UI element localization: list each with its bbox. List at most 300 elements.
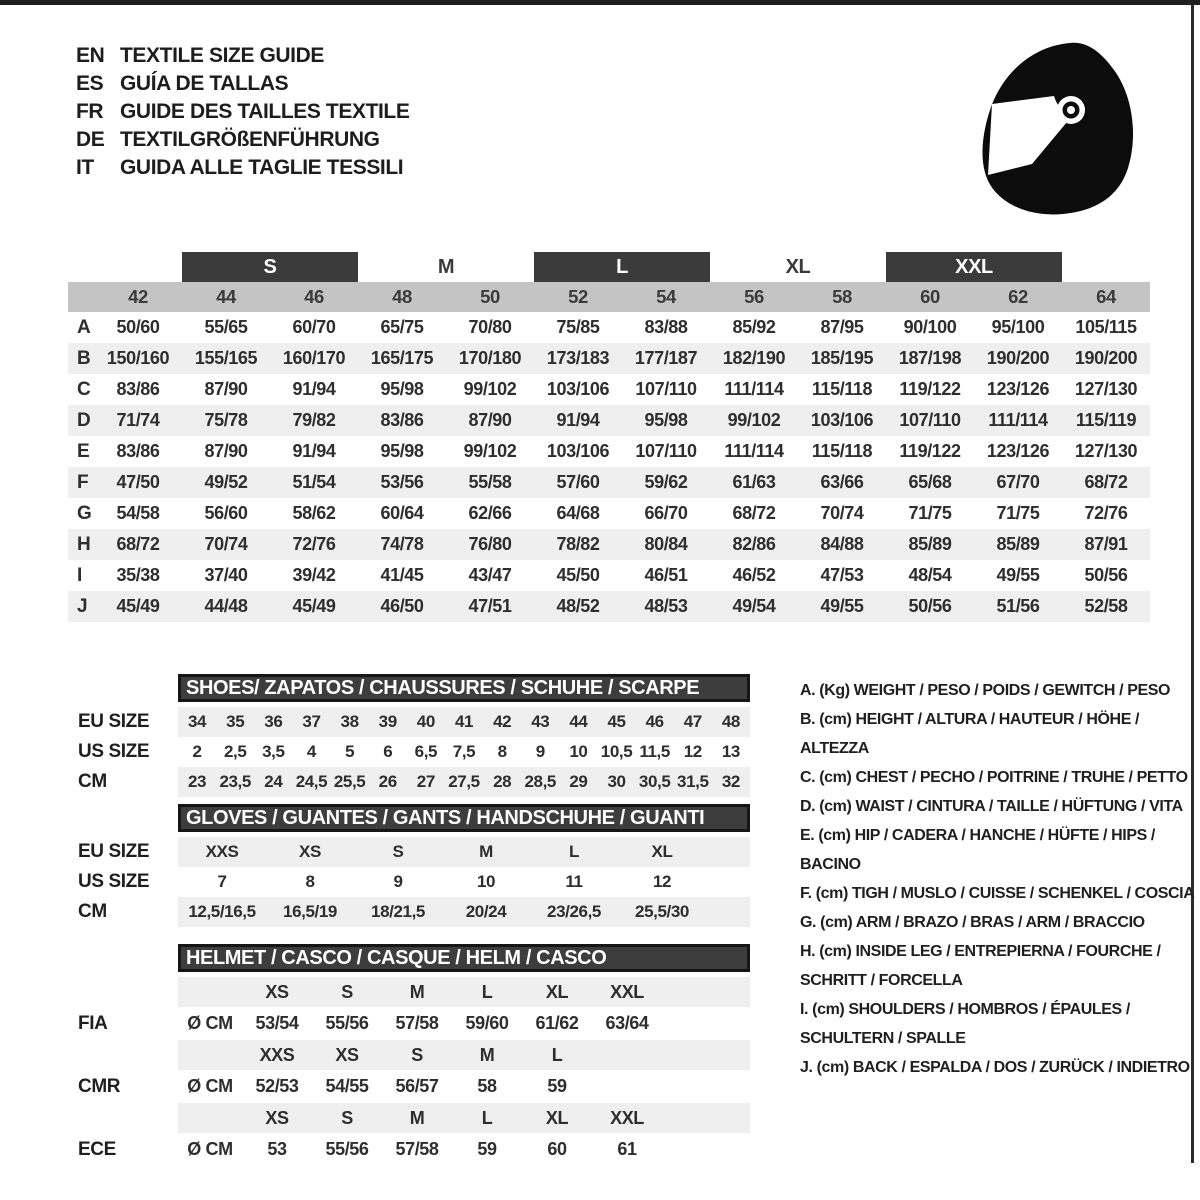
language-title-block xyxy=(76,42,409,182)
scale-label xyxy=(68,977,178,1007)
size-value: 49/54 xyxy=(732,596,776,616)
measure-row-label: D xyxy=(77,409,91,431)
shoes-values xyxy=(178,707,750,737)
size-value: 11,5 xyxy=(639,742,670,761)
helmet-values xyxy=(178,1007,750,1040)
size-value: 85/89 xyxy=(996,534,1040,554)
size-value: 18/21,5 xyxy=(371,902,425,921)
size-value: 72/76 xyxy=(292,534,336,554)
scale-label: US SIZE xyxy=(78,741,150,762)
size-value: 30 xyxy=(607,772,626,791)
standard-label: ECE xyxy=(78,1138,116,1160)
size-value: 57/58 xyxy=(395,1013,439,1033)
size-value: 20/24 xyxy=(465,902,507,921)
helmet-value-row xyxy=(68,1133,760,1166)
size-value: 59 xyxy=(477,1139,497,1159)
size-value: 111/114 xyxy=(988,410,1048,430)
size-value: L xyxy=(569,842,579,861)
helmet-size: L xyxy=(551,1044,563,1065)
helmet-size: L xyxy=(481,1107,493,1128)
size-value: 23 xyxy=(188,772,207,791)
size-value: 58 xyxy=(477,1076,497,1096)
legend-entry: A. (Kg) WEIGHT / PESO / POIDS / GEWITCH / PESO xyxy=(800,682,1171,699)
measure-row-label: J xyxy=(77,595,88,617)
size-value: 46/52 xyxy=(732,565,776,585)
size-value: 25,5 xyxy=(333,772,366,791)
size-value: 9 xyxy=(535,742,545,761)
size-value: 58/62 xyxy=(292,503,336,523)
size-value: 55/65 xyxy=(204,317,248,337)
gloves-row xyxy=(68,867,760,897)
size-value: 41 xyxy=(454,712,474,731)
size-table-row xyxy=(68,498,1150,529)
size-value: 56/60 xyxy=(204,503,248,523)
size-value: 61 xyxy=(617,1139,637,1159)
size-value: 49/52 xyxy=(204,472,248,492)
language-row xyxy=(76,98,409,126)
helmet-size: M xyxy=(479,1044,495,1065)
size-value: 49/55 xyxy=(820,596,864,616)
legend-entry: J. (cm) BACK / ESPALDA / DOS / ZURÜCK / INDIETRO xyxy=(800,1059,1190,1076)
size-value: 170/180 xyxy=(458,348,522,368)
size-value: 2 xyxy=(192,742,202,761)
size-value: 87/90 xyxy=(468,410,512,430)
size-value: 50/56 xyxy=(908,596,952,616)
size-value: 60/70 xyxy=(292,317,336,337)
scale-label: CM xyxy=(78,901,107,922)
size-value: 95/98 xyxy=(644,410,688,430)
size-value: 84/88 xyxy=(820,534,864,554)
helmet-size: XL xyxy=(545,981,569,1002)
size-value: 115/118 xyxy=(811,441,873,461)
size-value: 111/114 xyxy=(724,441,784,461)
standard-label: CMR xyxy=(78,1075,121,1097)
size-value: 23,5 xyxy=(219,772,251,791)
size-value: 12 xyxy=(652,872,672,891)
legend-entry: E. (cm) HIP / CADERA / HANCHE / HÜFTE / HIPS / BACINO xyxy=(800,827,1155,873)
size-value: 24,5 xyxy=(295,772,328,791)
unit-label: Ø CM xyxy=(187,1013,233,1033)
size-column-number: 42 xyxy=(128,286,148,307)
size-value: 99/102 xyxy=(727,410,781,430)
size-value: 173/183 xyxy=(546,348,610,368)
size-value: XXS xyxy=(205,842,239,861)
size-value: 36 xyxy=(264,712,283,731)
size-value: 11 xyxy=(565,872,583,891)
language-title: GUÍA DE TALLAS xyxy=(120,72,289,95)
size-value: 45/50 xyxy=(556,565,600,585)
size-value: 12,5/16,5 xyxy=(188,902,256,921)
size-column-number: 58 xyxy=(832,286,852,307)
size-value: 44 xyxy=(569,712,588,731)
helmet-size: M xyxy=(409,1107,425,1128)
size-number-band xyxy=(68,282,1150,312)
size-value: 6,5 xyxy=(414,742,438,761)
size-value: 91/94 xyxy=(292,379,336,399)
size-table-row xyxy=(68,560,1150,591)
size-table-row xyxy=(68,374,1150,405)
size-value: XL xyxy=(651,842,673,861)
size-value: 52/53 xyxy=(255,1076,299,1096)
size-value: 46/50 xyxy=(380,596,424,616)
size-value: 74/78 xyxy=(380,534,424,554)
size-value: 2,5 xyxy=(223,742,247,761)
size-value: 44/48 xyxy=(204,596,248,616)
helmet-size-row xyxy=(68,1040,760,1070)
legend-entry: I. (cm) SHOULDERS / HOMBROS / ÉPAULES / SCHULTERN / SPALLE xyxy=(800,1001,1130,1047)
legend-entry: F. (cm) TIGH / MUSLO / CUISSE / SCHENKEL / COSCIA xyxy=(800,885,1195,902)
legend-entry: H. (cm) INSIDE LEG / ENTREPIERNA / FOURCHE / SCHRITT / FORCELLA xyxy=(800,943,1161,989)
size-value: 13 xyxy=(721,742,740,761)
size-value: 71/75 xyxy=(996,503,1040,523)
scale-label xyxy=(68,1103,178,1133)
size-value: 67/70 xyxy=(996,472,1040,492)
size-value: 54/55 xyxy=(325,1076,369,1096)
helmet-size: XXL xyxy=(610,981,644,1002)
size-value: 103/106 xyxy=(546,441,610,461)
gloves-row xyxy=(68,897,760,927)
language-code: IT xyxy=(76,156,94,179)
size-value: 62/66 xyxy=(468,503,512,523)
size-value: 9 xyxy=(393,872,403,891)
size-value: S xyxy=(392,842,404,861)
size-value: 43/47 xyxy=(468,565,512,585)
size-value: 70/74 xyxy=(204,534,248,554)
size-value: 57/58 xyxy=(395,1139,439,1159)
size-value: 177/187 xyxy=(634,348,698,368)
language-title: TEXTILE SIZE GUIDE xyxy=(120,44,324,67)
language-title: TEXTILGRÖßENFÜHRUNG xyxy=(120,128,380,151)
size-value: 54/58 xyxy=(116,503,160,523)
size-value: 90/100 xyxy=(903,317,957,337)
shoes-row xyxy=(68,707,760,737)
size-table-row xyxy=(68,467,1150,498)
size-value: 105/115 xyxy=(1075,317,1137,337)
language-row xyxy=(76,154,409,182)
size-value: 39/42 xyxy=(292,565,336,585)
size-group-m: M xyxy=(437,255,455,278)
size-value: 28,5 xyxy=(524,772,556,791)
helmet-size-table xyxy=(68,944,760,1166)
size-column-number: 44 xyxy=(216,286,236,307)
size-table-body xyxy=(68,312,1150,622)
size-value: 65/68 xyxy=(908,472,952,492)
language-code: DE xyxy=(76,128,105,151)
size-group-xl: XL xyxy=(785,255,811,278)
size-value: 87/90 xyxy=(204,441,248,461)
size-value: 78/82 xyxy=(556,534,600,554)
size-value: 41/45 xyxy=(380,565,424,585)
size-value: 70/80 xyxy=(468,317,512,337)
gloves-values xyxy=(178,837,750,867)
measure-row-label: B xyxy=(77,347,91,369)
helmet-size: XXL xyxy=(610,1107,644,1128)
size-value: 107/110 xyxy=(635,379,697,399)
size-value: 49/55 xyxy=(996,565,1040,585)
size-table-row xyxy=(68,312,1150,343)
size-value: 70/74 xyxy=(820,503,864,523)
scale-label: EU SIZE xyxy=(78,841,150,862)
size-value: 48 xyxy=(721,712,740,731)
size-value: 75/85 xyxy=(556,317,600,337)
size-value: 155/165 xyxy=(194,348,258,368)
size-group-s: S xyxy=(182,252,358,282)
size-value: 72/76 xyxy=(1084,503,1128,523)
size-value: 160/170 xyxy=(282,348,346,368)
size-value: 91/94 xyxy=(292,441,336,461)
helmet-size: S xyxy=(411,1044,423,1065)
size-value: 27,5 xyxy=(448,772,480,791)
gloves-values xyxy=(178,897,750,927)
helmet-sizes xyxy=(178,977,750,1007)
helmet-sizes xyxy=(178,1103,750,1133)
size-value: 25,5/30 xyxy=(635,902,689,921)
size-table-row xyxy=(68,591,1150,622)
size-value: 45 xyxy=(607,712,626,731)
size-value: 61/63 xyxy=(732,472,776,492)
size-value: 95/98 xyxy=(380,441,424,461)
gloves-size-table xyxy=(68,804,760,927)
size-value: 123/126 xyxy=(986,379,1050,399)
size-value: 87/91 xyxy=(1084,534,1128,554)
size-value: 190/200 xyxy=(1074,348,1138,368)
scale-label: CM xyxy=(78,771,107,792)
size-value: 7 xyxy=(217,872,227,891)
size-value: 115/119 xyxy=(1075,410,1137,430)
size-value: 10 xyxy=(569,742,588,761)
language-code: ES xyxy=(76,72,104,95)
helmet-size: XS xyxy=(335,1044,359,1065)
size-group-row xyxy=(68,252,1150,282)
helmet-size: M xyxy=(409,981,425,1002)
helmet-value-row xyxy=(68,1007,760,1040)
size-value: 27 xyxy=(416,772,435,791)
helmet-sizes xyxy=(178,1040,750,1070)
size-value: 48/54 xyxy=(908,565,952,585)
legend-entry: B. (cm) HEIGHT / ALTURA / HAUTEUR / HÖHE / ALTEZZA xyxy=(800,711,1140,757)
size-column-number: 50 xyxy=(480,286,500,307)
size-value: 55/58 xyxy=(468,472,512,492)
size-value: 123/126 xyxy=(986,441,1050,461)
size-column-number: 60 xyxy=(920,286,940,307)
size-table-row xyxy=(68,529,1150,560)
size-value: 60 xyxy=(547,1139,567,1159)
language-title: GUIDE DES TAILLES TEXTILE xyxy=(120,100,410,123)
size-value: 185/195 xyxy=(810,348,874,368)
helmet-table-body xyxy=(68,977,760,1166)
size-value: 53/56 xyxy=(380,472,424,492)
legend-entry: G. (cm) ARM / BRAZO / BRAS / ARM / BRACCIO xyxy=(800,914,1145,931)
size-value: 52/58 xyxy=(1084,596,1128,616)
size-value: 12 xyxy=(683,742,702,761)
size-column-number: 54 xyxy=(656,286,676,307)
helmet-table-title: HELMET / CASCO / CASQUE / HELM / CASCO xyxy=(178,944,750,972)
size-value: 95/98 xyxy=(380,379,424,399)
size-value: 28 xyxy=(493,772,512,791)
size-value: 29 xyxy=(569,772,588,791)
size-value: 46/51 xyxy=(644,565,688,585)
size-value: 37/40 xyxy=(204,565,248,585)
size-value: XS xyxy=(299,842,321,861)
size-value: 83/86 xyxy=(116,379,160,399)
size-value: 68/72 xyxy=(116,534,160,554)
size-value: 83/86 xyxy=(116,441,160,461)
size-value: 8 xyxy=(305,872,315,891)
size-column-number: 64 xyxy=(1096,286,1116,307)
scale-label: US SIZE xyxy=(78,871,150,892)
size-value: 26 xyxy=(378,772,397,791)
racing-helmet-icon xyxy=(975,30,1165,220)
shoes-table-body xyxy=(68,707,760,797)
size-column-number: 62 xyxy=(1008,286,1028,307)
size-table-row xyxy=(68,436,1150,467)
shoes-values xyxy=(178,767,750,797)
size-value: 127/130 xyxy=(1074,441,1138,461)
size-value: 71/75 xyxy=(908,503,952,523)
size-value: 5 xyxy=(345,742,355,761)
gloves-row xyxy=(68,837,760,867)
standard-label: FIA xyxy=(78,1012,108,1034)
size-value: 57/60 xyxy=(556,472,600,492)
size-value: M xyxy=(479,842,493,861)
helmet-size: XXS xyxy=(259,1044,295,1065)
size-value: 56/57 xyxy=(395,1076,439,1096)
unit-label: Ø CM xyxy=(187,1139,233,1159)
helmet-size: XS xyxy=(265,981,289,1002)
size-value: 40 xyxy=(416,712,435,731)
size-value: 76/80 xyxy=(468,534,512,554)
size-value: 3,5 xyxy=(262,742,285,761)
size-value: 107/110 xyxy=(899,410,961,430)
size-value: 165/175 xyxy=(370,348,434,368)
size-value: 119/122 xyxy=(899,441,961,461)
gloves-values xyxy=(178,867,750,897)
size-value: 182/190 xyxy=(722,348,786,368)
size-value: 63/66 xyxy=(820,472,864,492)
size-table-row xyxy=(68,405,1150,436)
size-value: 51/56 xyxy=(996,596,1040,616)
language-row xyxy=(76,126,409,154)
size-value: 65/75 xyxy=(380,317,424,337)
size-value: 68/72 xyxy=(1084,472,1128,492)
helmet-size: XL xyxy=(545,1107,569,1128)
size-value: 45/49 xyxy=(292,596,336,616)
size-value: 43 xyxy=(531,712,550,731)
top-border-line xyxy=(0,0,1200,5)
size-value: 46 xyxy=(645,712,664,731)
scale-label: EU SIZE xyxy=(78,711,150,732)
size-value: 87/90 xyxy=(204,379,248,399)
helmet-values xyxy=(178,1070,750,1103)
helmet-value-row xyxy=(68,1070,760,1103)
size-value: 95/100 xyxy=(991,317,1045,337)
size-value: 187/198 xyxy=(898,348,962,368)
size-value: 150/160 xyxy=(106,348,170,368)
shoes-row xyxy=(68,767,760,797)
size-value: 127/130 xyxy=(1074,379,1138,399)
helmet-size: S xyxy=(341,981,353,1002)
size-value: 64/68 xyxy=(556,503,600,523)
size-column-number: 48 xyxy=(392,286,412,307)
size-value: 91/94 xyxy=(556,410,600,430)
size-value: 85/89 xyxy=(908,534,952,554)
shoes-values xyxy=(178,737,750,767)
size-value: 23/26,5 xyxy=(547,902,601,921)
size-value: 190/200 xyxy=(986,348,1050,368)
size-value: 111/114 xyxy=(724,379,784,399)
size-value: 7,5 xyxy=(452,742,476,761)
size-value: 47/51 xyxy=(468,596,512,616)
size-value: 32 xyxy=(721,772,740,791)
size-value: 99/102 xyxy=(463,441,517,461)
gloves-table-title: GLOVES / GUANTES / GANTS / HANDSCHUHE / GUANTI xyxy=(178,804,750,832)
shoes-row xyxy=(68,737,760,767)
size-value: 47/53 xyxy=(820,565,864,585)
measure-row-label: C xyxy=(77,378,91,400)
size-value: 37 xyxy=(302,712,321,731)
size-value: 68/72 xyxy=(732,503,776,523)
size-value: 53/54 xyxy=(255,1013,299,1033)
size-value: 10,5 xyxy=(600,742,633,761)
size-table-row xyxy=(68,343,1150,374)
size-value: 50/60 xyxy=(116,317,160,337)
size-column-number: 52 xyxy=(568,286,588,307)
measure-row-label: G xyxy=(77,502,92,524)
size-value: 34 xyxy=(188,712,207,731)
size-value: 103/106 xyxy=(546,379,610,399)
size-group-l: L xyxy=(534,252,710,282)
size-value: 10 xyxy=(476,872,496,891)
size-value: 50/56 xyxy=(1084,565,1128,585)
helmet-size: L xyxy=(481,981,493,1002)
size-value: 24 xyxy=(264,772,283,791)
size-value: 45/49 xyxy=(116,596,160,616)
textile-size-table xyxy=(68,252,1150,622)
size-value: 55/56 xyxy=(325,1013,369,1033)
size-value: 119/122 xyxy=(899,379,961,399)
shoes-table-title: SHOES/ ZAPATOS / CHAUSSURES / SCHUHE / SCARPE xyxy=(178,674,750,702)
size-value: 59/60 xyxy=(465,1013,509,1033)
size-value: 55/56 xyxy=(325,1139,369,1159)
helmet-size: XS xyxy=(265,1107,289,1128)
size-value: 53 xyxy=(267,1139,287,1159)
size-value: 38 xyxy=(340,712,359,731)
size-value: 35/38 xyxy=(116,565,160,585)
language-code: FR xyxy=(76,100,104,123)
measurement-legend xyxy=(800,676,1200,1082)
size-value: 51/54 xyxy=(292,472,336,492)
legend-entry: C. (cm) CHEST / PECHO / POITRINE / TRUHE / PETTO xyxy=(800,769,1188,786)
size-value: 66/70 xyxy=(644,503,688,523)
size-value: 107/110 xyxy=(635,441,697,461)
size-value: 47 xyxy=(683,712,702,731)
size-value: 39 xyxy=(378,712,397,731)
size-value: 30,5 xyxy=(638,772,671,791)
size-value: 83/86 xyxy=(380,410,424,430)
gloves-table-body xyxy=(68,837,760,927)
scale-label xyxy=(68,1040,178,1070)
language-title: GUIDA ALLE TAGLIE TESSILI xyxy=(120,156,404,179)
measure-row-label: E xyxy=(77,440,90,462)
helmet-values xyxy=(178,1133,750,1166)
size-value: 16,5/19 xyxy=(283,902,337,921)
measure-row-label: H xyxy=(77,533,91,555)
helmet-size: S xyxy=(341,1107,353,1128)
measure-row-label: I xyxy=(77,564,82,586)
size-value: 79/82 xyxy=(292,410,336,430)
language-row xyxy=(76,70,409,98)
size-group-xxl: XXL xyxy=(886,252,1062,282)
